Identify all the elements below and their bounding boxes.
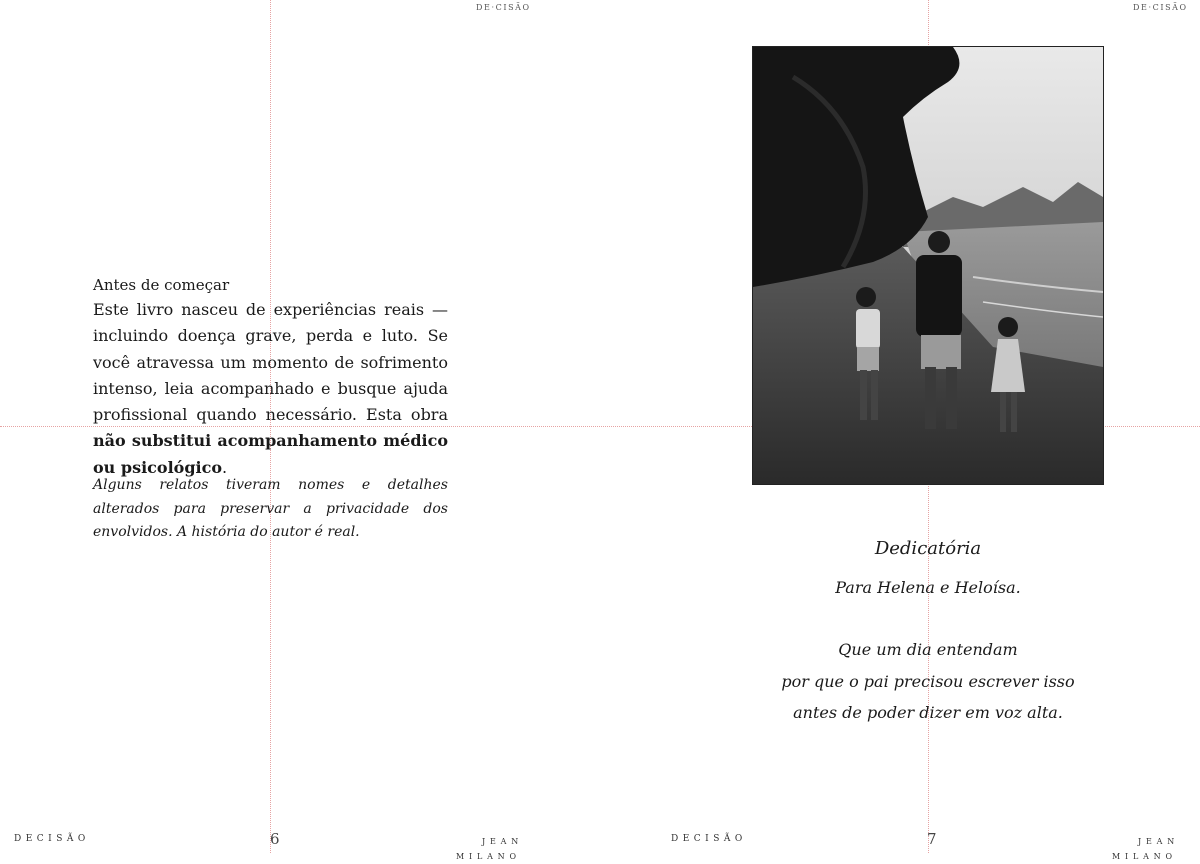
footer-title-left: DECISÃO [14, 834, 90, 844]
family-beach-photo-icon [753, 47, 1103, 484]
left-page [0, 0, 600, 861]
running-title-right: DE·CISÃO [1133, 3, 1188, 12]
intro-body-end: . [222, 457, 228, 477]
author-last-name-right: MILANO [1112, 852, 1177, 861]
author-first-name: JEAN [482, 837, 524, 846]
dedication-line-1: Que um dia entendam [838, 640, 1018, 659]
intro-body [93, 297, 448, 481]
footer-title-right: DECISÃO [671, 834, 747, 844]
intro-heading: Antes de começar [93, 276, 230, 294]
page-number-left: 6 [270, 830, 280, 848]
intro-body-text: Este livro nasceu de experiências reais — incluindo doença grave, perda e luto. Se você atravessa um momento de sofrimento intenso, leia acompanhado e busque ajuda profissional quando necessário. Esta obra [93, 300, 448, 425]
intro-body-bold: não substitui acompanhamento médico ou psicológico [93, 431, 448, 477]
author-right [1112, 834, 1179, 864]
dedication-title: Dedicatória [874, 538, 982, 559]
running-title-left: DE·CISÃO [476, 3, 531, 12]
dedication-line-2: por que o pai precisou escrever isso [781, 672, 1075, 691]
intro-note: Alguns relatos tiveram nomes e detalhes alterados para preservar a privacidade dos envolvidos. A história do autor é real. [93, 477, 448, 540]
page-number-right: 7 [927, 830, 937, 848]
author-left [456, 834, 523, 864]
author-first-name-right: JEAN [1138, 837, 1180, 846]
dedication-recipients: Para Helena e Heloísa. [835, 578, 1021, 597]
family-beach-photo [752, 46, 1104, 485]
dedication-line-3: antes de poder dizer em voz alta. [793, 703, 1063, 722]
author-last-name: MILANO [456, 852, 521, 861]
